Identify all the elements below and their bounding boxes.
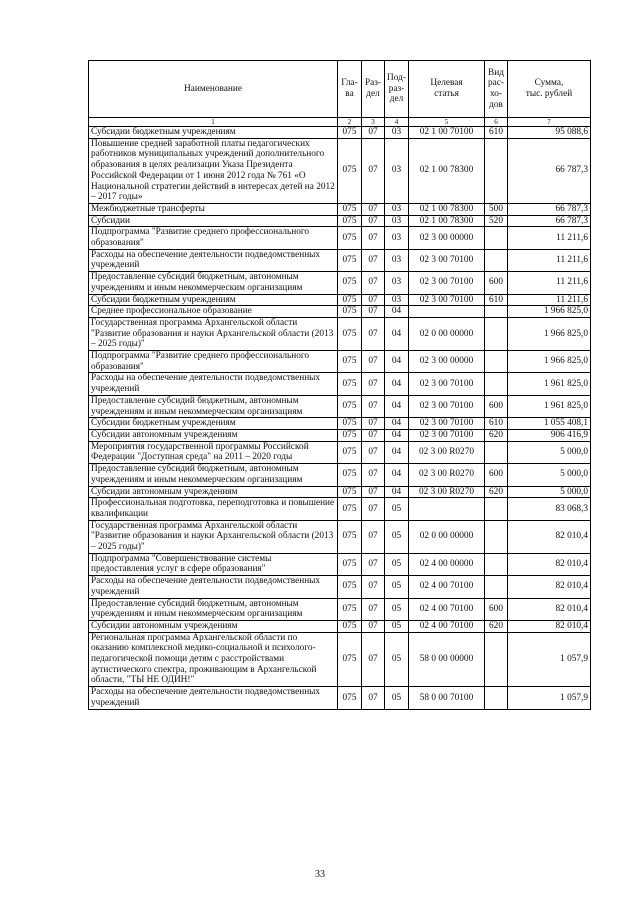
row-sum-cell: 5 000,0	[508, 486, 591, 498]
row-sum-cell: 11 211,6	[508, 272, 591, 294]
row-target-cell: 02 4 00 00000	[409, 553, 485, 575]
row-subsection-cell: 04	[385, 317, 409, 350]
row-expense-type-cell	[485, 351, 508, 373]
row-section-cell: 07	[362, 351, 385, 373]
row-name-cell: Повышение средней заработной платы педагогических работников муниципальных учреждений дополнительного образования в целях реализации Указа Президента Российской Федерации от 1 июня 2012 года № 761 «О Национальной стратегии действий в интересах детей на 2012 – 2017 годы»	[89, 138, 338, 203]
row-target-cell: 02 3 00 70100	[409, 294, 485, 306]
header-chapter: Гла- ва	[338, 61, 362, 118]
row-name-cell: Предоставление субсидий бюджетным, автономным учреждениям и иным некоммерческим организациям	[89, 272, 338, 294]
row-expense-type-cell	[485, 498, 508, 520]
row-section-cell: 07	[362, 306, 385, 318]
header-section: Раз- дел	[362, 61, 385, 118]
row-subsection-cell: 04	[385, 486, 409, 498]
table-row	[89, 294, 591, 306]
row-section-cell: 07	[362, 395, 385, 417]
column-number: 1	[89, 118, 338, 127]
column-number: 2	[338, 118, 362, 127]
row-section-cell: 07	[362, 127, 385, 139]
row-section-cell: 07	[362, 576, 385, 598]
row-target-cell: 02 3 00 70100	[409, 249, 485, 271]
table-row	[89, 249, 591, 271]
row-expense-type-cell: 600	[485, 464, 508, 486]
row-chapter-cell: 075	[338, 227, 362, 249]
row-sum-cell: 906 416,9	[508, 429, 591, 441]
row-chapter-cell: 075	[338, 498, 362, 520]
row-section-cell: 07	[362, 272, 385, 294]
row-sum-cell: 1 961 825,0	[508, 373, 591, 395]
row-subsection-cell: 03	[385, 138, 409, 203]
row-target-cell: 02 3 00 R0270	[409, 464, 485, 486]
row-subsection-cell: 04	[385, 351, 409, 373]
row-expense-type-cell: 610	[485, 418, 508, 430]
row-subsection-cell: 05	[385, 620, 409, 632]
row-chapter-cell: 075	[338, 687, 362, 709]
row-target-cell: 02 3 00 00000	[409, 351, 485, 373]
row-section-cell: 07	[362, 464, 385, 486]
row-expense-type-cell	[485, 138, 508, 203]
row-expense-type-cell: 500	[485, 203, 508, 215]
row-expense-type-cell: 610	[485, 294, 508, 306]
row-section-cell: 07	[362, 317, 385, 350]
row-target-cell: 02 3 00 70100	[409, 395, 485, 417]
row-section-cell: 07	[362, 620, 385, 632]
table-row	[89, 464, 591, 486]
row-section-cell: 07	[362, 203, 385, 215]
row-target-cell: 02 0 00 00000	[409, 520, 485, 553]
row-name-cell: Субсидии	[89, 215, 338, 227]
row-expense-type-cell	[485, 632, 508, 687]
row-name-cell: Субсидии автономным учреждениям	[89, 486, 338, 498]
table-row	[89, 395, 591, 417]
row-sum-cell: 82 010,4	[508, 553, 591, 575]
row-section-cell: 07	[362, 632, 385, 687]
row-name-cell: Мероприятия государственной программы Российской Федерации "Доступная среда" на 2011 – 2020 годы	[89, 441, 338, 463]
table-row	[89, 576, 591, 598]
row-sum-cell: 1 055 408,1	[508, 418, 591, 430]
row-subsection-cell: 03	[385, 249, 409, 271]
row-target-cell: 02 4 00 70100	[409, 576, 485, 598]
row-name-cell: Расходы на обеспечение деятельности подведомственных учреждений	[89, 687, 338, 709]
row-expense-type-cell: 600	[485, 598, 508, 620]
row-section-cell: 07	[362, 373, 385, 395]
table-row	[89, 429, 591, 441]
row-target-cell: 02 1 00 70100	[409, 127, 485, 139]
row-target-cell: 02 3 00 R0270	[409, 441, 485, 463]
row-chapter-cell: 075	[338, 373, 362, 395]
row-subsection-cell: 04	[385, 429, 409, 441]
row-chapter-cell: 075	[338, 598, 362, 620]
row-expense-type-cell	[485, 553, 508, 575]
row-section-cell: 07	[362, 215, 385, 227]
table-row	[89, 227, 591, 249]
row-subsection-cell: 04	[385, 464, 409, 486]
row-target-cell: 02 4 00 70100	[409, 598, 485, 620]
table-row	[89, 498, 591, 520]
row-expense-type-cell: 620	[485, 486, 508, 498]
table-body	[89, 127, 591, 710]
row-section-cell: 07	[362, 520, 385, 553]
row-expense-type-cell	[485, 249, 508, 271]
row-target-cell: 02 3 00 70100	[409, 418, 485, 430]
row-target-cell: 02 3 00 70100	[409, 429, 485, 441]
column-number: 5	[409, 118, 485, 127]
row-subsection-cell: 05	[385, 632, 409, 687]
row-sum-cell: 11 211,6	[508, 249, 591, 271]
row-section-cell: 07	[362, 249, 385, 271]
row-chapter-cell: 075	[338, 418, 362, 430]
page-number: 33	[315, 869, 325, 880]
row-subsection-cell: 03	[385, 203, 409, 215]
table-row	[89, 620, 591, 632]
table-row	[89, 317, 591, 350]
row-subsection-cell: 03	[385, 294, 409, 306]
table-row	[89, 138, 591, 203]
column-number: 3	[362, 118, 385, 127]
row-target-cell: 58 0 00 70100	[409, 687, 485, 709]
row-expense-type-cell: 620	[485, 429, 508, 441]
row-section-cell: 07	[362, 441, 385, 463]
row-name-cell: Среднее профессиональное образование	[89, 306, 338, 318]
row-target-cell: 02 0 00 00000	[409, 317, 485, 350]
row-section-cell: 07	[362, 687, 385, 709]
row-sum-cell: 1 961 825,0	[508, 395, 591, 417]
row-expense-type-cell	[485, 441, 508, 463]
row-target-cell: 02 1 00 78300	[409, 203, 485, 215]
row-subsection-cell: 05	[385, 498, 409, 520]
table-row	[89, 632, 591, 687]
row-name-cell: Предоставление субсидий бюджетным, автономным учреждениям и иным некоммерческим организациям	[89, 598, 338, 620]
table-row	[89, 441, 591, 463]
row-section-cell: 07	[362, 429, 385, 441]
header-expense-type: Вид рас- хо- дов	[485, 61, 508, 118]
row-section-cell: 07	[362, 486, 385, 498]
row-target-cell: 02 4 00 70100	[409, 620, 485, 632]
table-row	[89, 351, 591, 373]
row-chapter-cell: 075	[338, 632, 362, 687]
row-expense-type-cell: 600	[485, 395, 508, 417]
column-number: 7	[508, 118, 591, 127]
row-name-cell: Субсидии бюджетным учреждениям	[89, 127, 338, 139]
table-row	[89, 215, 591, 227]
table-row	[89, 687, 591, 709]
row-sum-cell: 11 211,6	[508, 294, 591, 306]
row-sum-cell: 82 010,4	[508, 620, 591, 632]
row-subsection-cell: 04	[385, 373, 409, 395]
row-section-cell: 07	[362, 598, 385, 620]
table-row	[89, 486, 591, 498]
table-row	[89, 598, 591, 620]
header-target: Целевая статья	[409, 61, 485, 118]
header-subsection: Под- раз- дел	[385, 61, 409, 118]
row-target-cell: 02 1 00 78300	[409, 215, 485, 227]
row-subsection-cell: 05	[385, 520, 409, 553]
row-sum-cell: 95 088,6	[508, 127, 591, 139]
row-sum-cell: 66 787,3	[508, 138, 591, 203]
row-chapter-cell: 075	[338, 127, 362, 139]
row-section-cell: 07	[362, 294, 385, 306]
row-expense-type-cell	[485, 520, 508, 553]
row-name-cell: Расходы на обеспечение деятельности подведомственных учреждений	[89, 576, 338, 598]
row-chapter-cell: 075	[338, 272, 362, 294]
column-number: 6	[485, 118, 508, 127]
row-target-cell: 02 3 00 00000	[409, 227, 485, 249]
row-name-cell: Подпрограмма "Совершенствование системы предоставления услуг в сфере образования"	[89, 553, 338, 575]
row-subsection-cell: 04	[385, 395, 409, 417]
table-row	[89, 272, 591, 294]
row-subsection-cell: 05	[385, 598, 409, 620]
row-name-cell: Межбюджетные трансферты	[89, 203, 338, 215]
row-expense-type-cell	[485, 317, 508, 350]
row-chapter-cell: 075	[338, 620, 362, 632]
table-row	[89, 520, 591, 553]
row-sum-cell: 11 211,6	[508, 227, 591, 249]
row-expense-type-cell: 610	[485, 127, 508, 139]
row-chapter-cell: 075	[338, 520, 362, 553]
row-chapter-cell: 075	[338, 553, 362, 575]
row-target-cell	[409, 306, 485, 318]
budget-table	[88, 60, 591, 710]
row-name-cell: Субсидии автономным учреждениям	[89, 620, 338, 632]
row-name-cell: Государственная программа Архангельской области "Развитие образования и науки Архангельской области (2013 – 2025 годы)"	[89, 317, 338, 350]
row-name-cell: Субсидии бюджетным учреждениям	[89, 418, 338, 430]
row-sum-cell: 5 000,0	[508, 464, 591, 486]
row-target-cell: 02 3 00 70100	[409, 272, 485, 294]
row-chapter-cell: 075	[338, 138, 362, 203]
row-subsection-cell: 04	[385, 441, 409, 463]
row-expense-type-cell	[485, 687, 508, 709]
row-section-cell: 07	[362, 553, 385, 575]
column-number: 4	[385, 118, 409, 127]
table-row	[89, 553, 591, 575]
row-sum-cell: 5 000,0	[508, 441, 591, 463]
row-name-cell: Предоставление субсидий бюджетным, автономным учреждениям и иным некоммерческим организациям	[89, 464, 338, 486]
row-target-cell: 58 0 00 00000	[409, 632, 485, 687]
header-name: Наименование	[89, 61, 338, 118]
row-expense-type-cell	[485, 227, 508, 249]
row-sum-cell: 82 010,4	[508, 576, 591, 598]
row-expense-type-cell: 520	[485, 215, 508, 227]
row-expense-type-cell	[485, 576, 508, 598]
row-subsection-cell: 03	[385, 272, 409, 294]
row-sum-cell: 1 057,9	[508, 632, 591, 687]
row-chapter-cell: 075	[338, 441, 362, 463]
row-expense-type-cell	[485, 373, 508, 395]
row-sum-cell: 1 966 825,0	[508, 306, 591, 318]
row-name-cell: Предоставление субсидий бюджетным, автономным учреждениям и иным некоммерческим организациям	[89, 395, 338, 417]
row-target-cell: 02 3 00 70100	[409, 373, 485, 395]
row-subsection-cell: 05	[385, 687, 409, 709]
row-subsection-cell: 03	[385, 127, 409, 139]
row-name-cell: Государственная программа Архангельской области "Развитие образования и науки Архангельской области (2013 – 2025 годы)"	[89, 520, 338, 553]
row-expense-type-cell: 600	[485, 272, 508, 294]
table-row	[89, 127, 591, 139]
row-chapter-cell: 075	[338, 486, 362, 498]
row-sum-cell: 82 010,4	[508, 598, 591, 620]
row-sum-cell: 1 966 825,0	[508, 351, 591, 373]
row-chapter-cell: 075	[338, 351, 362, 373]
row-name-cell: Субсидии автономным учреждениям	[89, 429, 338, 441]
row-name-cell: Подпрограмма "Развитие среднего профессионального образования"	[89, 227, 338, 249]
row-name-cell: Профессиональная подготовка, переподготовка и повышение квалификации	[89, 498, 338, 520]
row-subsection-cell: 05	[385, 553, 409, 575]
table-row	[89, 306, 591, 318]
row-target-cell: 02 3 00 R0270	[409, 486, 485, 498]
row-section-cell: 07	[362, 418, 385, 430]
row-subsection-cell: 03	[385, 227, 409, 249]
row-chapter-cell: 075	[338, 249, 362, 271]
row-section-cell: 07	[362, 498, 385, 520]
row-sum-cell: 66 787,3	[508, 215, 591, 227]
row-expense-type-cell: 620	[485, 620, 508, 632]
row-subsection-cell: 03	[385, 215, 409, 227]
table-row	[89, 418, 591, 430]
row-chapter-cell: 075	[338, 317, 362, 350]
row-subsection-cell: 04	[385, 418, 409, 430]
header-row	[89, 61, 591, 118]
column-number-row	[89, 118, 591, 127]
header-sum: Сумма, тыс. рублей	[508, 61, 591, 118]
row-sum-cell: 1 057,9	[508, 687, 591, 709]
row-section-cell: 07	[362, 138, 385, 203]
row-expense-type-cell	[485, 306, 508, 318]
row-chapter-cell: 075	[338, 576, 362, 598]
row-name-cell: Субсидии бюджетным учреждениям	[89, 294, 338, 306]
row-sum-cell: 1 966 825,0	[508, 317, 591, 350]
row-chapter-cell: 075	[338, 395, 362, 417]
row-name-cell: Расходы на обеспечение деятельности подведомственных учреждений	[89, 373, 338, 395]
table-row	[89, 203, 591, 215]
row-name-cell: Расходы на обеспечение деятельности подведомственных учреждений	[89, 249, 338, 271]
row-chapter-cell: 075	[338, 464, 362, 486]
row-target-cell: 02 1 00 78300	[409, 138, 485, 203]
row-subsection-cell: 04	[385, 306, 409, 318]
row-target-cell	[409, 498, 485, 520]
row-subsection-cell: 05	[385, 576, 409, 598]
row-chapter-cell: 075	[338, 429, 362, 441]
row-chapter-cell: 075	[338, 215, 362, 227]
row-sum-cell: 83 068,3	[508, 498, 591, 520]
row-chapter-cell: 075	[338, 203, 362, 215]
row-section-cell: 07	[362, 227, 385, 249]
row-sum-cell: 66 787,3	[508, 203, 591, 215]
row-sum-cell: 82 010,4	[508, 520, 591, 553]
table-row	[89, 373, 591, 395]
row-chapter-cell: 075	[338, 294, 362, 306]
row-name-cell: Региональная программа Архангельской области по оказанию комплексной медико-социальной и психолого-педагогической помощи детям с расстройствами аутистического спектра, проживающим в Архангельской области, "ТЫ НЕ ОДИН!"	[89, 632, 338, 687]
row-name-cell: Подпрограмма "Развитие среднего профессионального образования"	[89, 351, 338, 373]
row-chapter-cell: 075	[338, 306, 362, 318]
